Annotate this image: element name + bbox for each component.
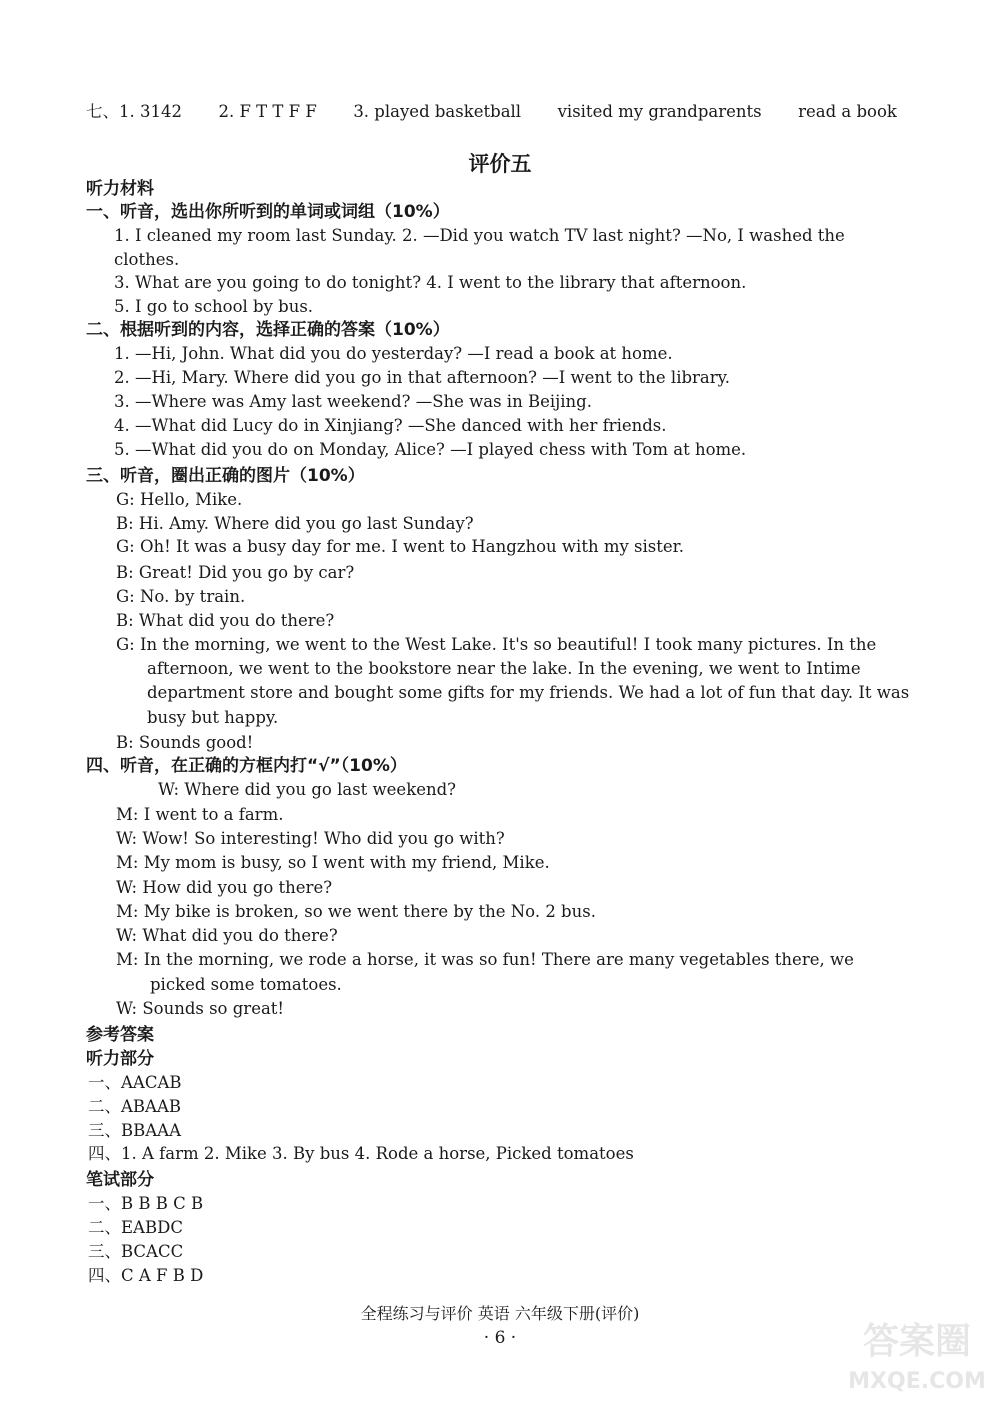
section-3-line: B: Great! Did you go by car? — [116, 563, 355, 582]
book-footer: 全程练习与评价 英语 六年级下册(评价) — [360, 1304, 640, 1323]
listening-answer: 一、AACAB — [88, 1073, 182, 1092]
page-number: · 6 · — [483, 1328, 517, 1348]
listening-answer: 四、1. A farm 2. Mike 3. By bus 4. Rode a horse, Picked tomatoes — [88, 1144, 634, 1163]
section-3-line: B: What did you do there? — [116, 611, 335, 630]
section-3-line: afternoon, we went to the bookstore near the lake. In the evening, we went to Intime — [147, 659, 861, 678]
section-4-line: M: My bike is broken, so we went there by the No. 2 bus. — [116, 902, 596, 921]
written-answer: 四、C A F B D — [88, 1266, 204, 1285]
top-answer-p3: 3. played basketball — [353, 102, 522, 121]
top-answer-line — [86, 101, 897, 123]
top-answer-p3c: read a book — [798, 102, 897, 121]
section-4-line: W: Wow! So interesting! Who did you go with? — [116, 829, 505, 848]
section-3-line: G: In the morning, we went to the West Lake. It's so beautiful! I took many pictures. In the — [116, 635, 877, 654]
section-4-line: W: Where did you go last weekend? — [158, 780, 456, 799]
page-title: 评价五 — [468, 152, 532, 176]
written-answer: 一、B B B C B — [88, 1194, 204, 1213]
section-4-line: M: I went to a farm. — [116, 805, 284, 824]
section-4-line: picked some tomatoes. — [150, 975, 342, 994]
section-1-line: clothes. — [114, 250, 180, 269]
section-2-line: 4. —What did Lucy do in Xinjiang? —She danced with her friends. — [114, 416, 667, 435]
section-2-heading: 二、根据听到的内容，选择正确的答案（10%） — [86, 320, 450, 340]
section-1-line: 3. What are you going to do tonight? 4. I went to the library that afternoon. — [114, 273, 747, 292]
section-3-line: G: No. by train. — [116, 587, 246, 606]
section-4-heading: 四、听音，在正确的方框内打“√”（10%） — [86, 756, 407, 776]
section-4-line: M: My mom is busy, so I went with my friend, Mike. — [116, 853, 550, 872]
section-4-line: W: What did you do there? — [116, 926, 338, 945]
section-4-line: M: In the morning, we rode a horse, it was so fun! There are many vegetables there, we — [116, 950, 854, 969]
top-answer-p2: 2. F T T F F — [218, 102, 317, 121]
watermark-bottom: MXQE.COM — [848, 1369, 986, 1394]
listening-answer: 二、ABAAB — [88, 1097, 181, 1116]
listening-part-heading: 听力部分 — [86, 1049, 154, 1069]
listening-answer: 三、BBAAA — [88, 1121, 181, 1140]
section-2-line: 3. —Where was Amy last weekend? —She was in Beijing. — [114, 392, 592, 411]
top-answer-p3b: visited my grandparents — [557, 102, 762, 121]
watermark-top: 答案圈 — [862, 1321, 971, 1362]
section-3-line: department store and bought some gifts for my friends. We had a lot of fun that day. It was — [147, 683, 910, 702]
section-1-line: 5. I go to school by bus. — [114, 297, 314, 316]
section-3-line: G: Hello, Mike. — [116, 490, 243, 509]
written-answer: 三、BCACC — [88, 1242, 184, 1261]
section-3-line: busy but happy. — [147, 708, 279, 727]
section-4-line: W: How did you go there? — [116, 878, 333, 897]
top-answer-label: 七、1. 3142 — [86, 102, 182, 121]
watermark-logo — [842, 1317, 992, 1417]
written-answer: 二、EABDC — [88, 1218, 183, 1237]
section-3-line: B: Hi. Amy. Where did you go last Sunday? — [116, 514, 474, 533]
section-1-heading: 一、听音，选出你所听到的单词或词组（10%） — [86, 202, 450, 222]
listening-material-heading: 听力材料 — [86, 179, 154, 199]
section-2-line: 1. —Hi, John. What did you do yesterday? —I read a book at home. — [114, 344, 673, 363]
written-part-heading: 笔试部分 — [86, 1170, 154, 1190]
answers-heading: 参考答案 — [86, 1025, 154, 1045]
section-1-line: 1. I cleaned my room last Sunday. 2. —Did you watch TV last night? —No, I washed the — [114, 226, 845, 245]
section-2-line: 5. —What did you do on Monday, Alice? —I played chess with Tom at home. — [114, 440, 747, 459]
section-2-line: 2. —Hi, Mary. Where did you go in that afternoon? —I went to the library. — [114, 368, 731, 387]
section-3-line: G: Oh! It was a busy day for me. I went to Hangzhou with my sister. — [116, 537, 684, 556]
section-3-heading: 三、听音，圈出正确的图片（10%） — [86, 466, 365, 486]
section-4-line: W: Sounds so great! — [116, 999, 285, 1018]
section-3-line: B: Sounds good! — [116, 733, 254, 752]
